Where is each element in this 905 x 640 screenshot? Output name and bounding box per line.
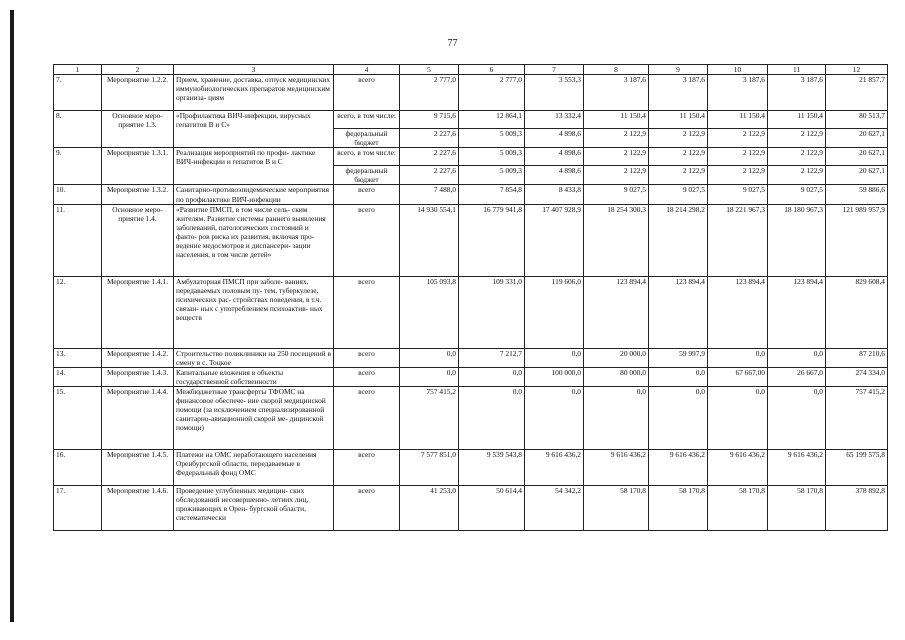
table-row: [54, 75, 888, 111]
amount-cell: 8 433,8: [525, 185, 584, 204]
row-number: 7.: [54, 75, 102, 111]
funding-source: всего: [334, 367, 400, 386]
amount-cell: 9 027,5: [584, 185, 649, 204]
column-number: 1: [54, 65, 102, 75]
activity-name: Мероприятие 1.2.2.: [102, 75, 174, 111]
activity-description: Прием, хранение, доставка, отпуск медицинских иммунобиологических препаратов медицинским организа- циям: [174, 75, 334, 111]
amount-cell: 9 616 436,2: [768, 450, 826, 486]
budget-table: [53, 64, 888, 531]
row-number: 17.: [54, 486, 102, 531]
amount-cell: 12 864,1: [459, 111, 525, 129]
amount-cell: 9 616 436,2: [708, 450, 768, 486]
amount-cell: 13 332,4: [525, 111, 584, 129]
table-row: [54, 148, 888, 166]
amount-cell: 0,0: [768, 387, 826, 450]
activity-name: Мероприятие 1.3.2.: [102, 185, 174, 204]
amount-cell: 0,0: [459, 387, 525, 450]
amount-cell: 829 608,4: [826, 276, 888, 348]
amount-cell: 0,0: [584, 387, 649, 450]
funding-source: всего: [334, 486, 400, 531]
amount-cell: 59 886,6: [826, 185, 888, 204]
amount-cell: 0,0: [400, 367, 459, 386]
table-row: [54, 450, 888, 486]
amount-cell: 2 122,9: [649, 148, 708, 166]
table-row: [54, 185, 888, 204]
amount-cell: 105 093,8: [400, 276, 459, 348]
amount-cell: 5 009,3: [459, 166, 525, 185]
amount-cell: 123 894,4: [768, 276, 826, 348]
amount-cell: 0,0: [459, 367, 525, 386]
table-row: [54, 348, 888, 367]
amount-cell: 54 342,2: [525, 486, 584, 531]
amount-cell: 9 715,6: [400, 111, 459, 129]
funding-source: всего: [334, 75, 400, 111]
amount-cell: 378 892,8: [826, 486, 888, 531]
column-number: 9: [649, 65, 708, 75]
row-number: 14.: [54, 367, 102, 386]
amount-cell: 58 170,8: [768, 486, 826, 531]
amount-cell: 80 000,0: [584, 367, 649, 386]
amount-cell: 41 253,0: [400, 486, 459, 531]
amount-cell: 7 488,0: [400, 185, 459, 204]
amount-cell: 58 170,8: [649, 486, 708, 531]
amount-cell: 4 898,6: [525, 129, 584, 148]
funding-source: всего: [334, 204, 400, 276]
activity-description: Капитальные вложения в объекты государственной собственности: [174, 367, 334, 386]
amount-cell: 100 000,0: [525, 367, 584, 386]
funding-source: всего: [334, 185, 400, 204]
activity-name: Мероприятие 1.4.5.: [102, 450, 174, 486]
amount-cell: 58 170,8: [708, 486, 768, 531]
amount-cell: 0,0: [525, 387, 584, 450]
funding-source: всего: [334, 450, 400, 486]
amount-cell: 0,0: [649, 387, 708, 450]
amount-cell: 0,0: [708, 348, 768, 367]
activity-name: Основное меро- приятие 1.3.: [102, 111, 174, 148]
activity-description: «Профилактика ВИЧ-инфекции, вирусных гепатитов В и С»: [174, 111, 334, 148]
amount-cell: 2 122,9: [584, 166, 649, 185]
row-number: 9.: [54, 148, 102, 185]
column-number: 4: [334, 65, 400, 75]
amount-cell: 2 122,9: [768, 129, 826, 148]
funding-source: федеральный бюджет: [334, 166, 400, 185]
amount-cell: 2 122,9: [708, 166, 768, 185]
amount-cell: 14 930 554,1: [400, 204, 459, 276]
amount-cell: 0,0: [400, 348, 459, 367]
table-row: [54, 111, 888, 129]
amount-cell: 5 009,3: [459, 148, 525, 166]
amount-cell: 0,0: [525, 348, 584, 367]
row-number: 8.: [54, 111, 102, 148]
amount-cell: 58 170,8: [584, 486, 649, 531]
amount-cell: 2 122,9: [708, 148, 768, 166]
amount-cell: 16 779 941,8: [459, 204, 525, 276]
amount-cell: 9 616 436,2: [584, 450, 649, 486]
amount-cell: 9 616 436,2: [649, 450, 708, 486]
amount-cell: 123 894,4: [584, 276, 649, 348]
amount-cell: 3 553,3: [525, 75, 584, 111]
column-number: 2: [102, 65, 174, 75]
amount-cell: 4 898,6: [525, 148, 584, 166]
activity-description: Платежи на ОМС неработающего населения Оренбургской области, передаваемые в Федеральный фонд ОМС: [174, 450, 334, 486]
amount-cell: 2 122,9: [708, 129, 768, 148]
row-number: 12.: [54, 276, 102, 348]
amount-cell: 2 122,9: [584, 129, 649, 148]
table-row: [54, 276, 888, 348]
amount-cell: 9 539 543,8: [459, 450, 525, 486]
amount-cell: 2 227,6: [400, 129, 459, 148]
amount-cell: 11 150,4: [584, 111, 649, 129]
funding-source: всего: [334, 276, 400, 348]
amount-cell: 11 150,4: [649, 111, 708, 129]
amount-cell: 123 894,4: [708, 276, 768, 348]
amount-cell: 2 122,9: [768, 166, 826, 185]
column-number: 11: [768, 65, 826, 75]
amount-cell: 121 989 957,9: [826, 204, 888, 276]
amount-cell: 2 227,6: [400, 166, 459, 185]
table-header-row: [54, 65, 888, 75]
amount-cell: 123 894,4: [649, 276, 708, 348]
amount-cell: 18 214 298,2: [649, 204, 708, 276]
row-number: 15.: [54, 387, 102, 450]
row-number: 10.: [54, 185, 102, 204]
amount-cell: 2 227,6: [400, 148, 459, 166]
amount-cell: 757 415,2: [400, 387, 459, 450]
amount-cell: 59 997,9: [649, 348, 708, 367]
activity-name: Мероприятие 1.4.6.: [102, 486, 174, 531]
column-number: 7: [525, 65, 584, 75]
activity-name: Мероприятие 1.3.1.: [102, 148, 174, 185]
activity-description: Амбулаторная ПМСП при заболе- ваниях, передаваемых половым пу- тем, туберкулезе, психических рас- стройствах поведения, в т.ч. связан- ных с употреблением психоактив- ных веществ: [174, 276, 334, 348]
amount-cell: 20 627,1: [826, 129, 888, 148]
table-row: [54, 387, 888, 450]
amount-cell: 20 000,0: [584, 348, 649, 367]
amount-cell: 3 187,6: [708, 75, 768, 111]
amount-cell: 0,0: [649, 367, 708, 386]
column-number: 12: [826, 65, 888, 75]
activity-name: Основное меро- приятие 1.4.: [102, 204, 174, 276]
column-number: 5: [400, 65, 459, 75]
amount-cell: 67 667,00: [708, 367, 768, 386]
amount-cell: 7 212,7: [459, 348, 525, 367]
amount-cell: 3 187,6: [584, 75, 649, 111]
amount-cell: 109 331,0: [459, 276, 525, 348]
amount-cell: 5 009,3: [459, 129, 525, 148]
amount-cell: 2 122,9: [649, 129, 708, 148]
funding-source: всего: [334, 387, 400, 450]
page-number: 77: [447, 38, 458, 49]
activity-name: Мероприятие 1.4.1.: [102, 276, 174, 348]
amount-cell: 18 221 967,3: [708, 204, 768, 276]
amount-cell: 7 854,8: [459, 185, 525, 204]
funding-source: всего, в том числе:: [334, 148, 400, 166]
amount-cell: 9 616 436,2: [525, 450, 584, 486]
amount-cell: 0,0: [708, 387, 768, 450]
amount-cell: 2 122,9: [768, 148, 826, 166]
amount-cell: 4 898,6: [525, 166, 584, 185]
table-row: [54, 367, 888, 386]
amount-cell: 2 777,0: [459, 75, 525, 111]
table-row: [54, 486, 888, 531]
amount-cell: 7 577 851,0: [400, 450, 459, 486]
activity-name: Мероприятие 1.4.4.: [102, 387, 174, 450]
amount-cell: 26 667,0: [768, 367, 826, 386]
row-number: 13.: [54, 348, 102, 367]
amount-cell: 20 627,1: [826, 148, 888, 166]
activity-description: Реализация мероприятий по профи- лактике ВИЧ-инфекции и гепатитов В и С: [174, 148, 334, 185]
row-number: 11.: [54, 204, 102, 276]
amount-cell: 3 187,6: [649, 75, 708, 111]
binding-edge: [10, 10, 14, 622]
amount-cell: 18 180 967,3: [768, 204, 826, 276]
amount-cell: 87 210,6: [826, 348, 888, 367]
amount-cell: 2 122,9: [584, 148, 649, 166]
funding-source: всего, в том числе:: [334, 111, 400, 129]
amount-cell: 9 027,5: [708, 185, 768, 204]
activity-description: «Развитие ПМСП, в том числе сель- ским жителям. Развитие системы раннего выявления заболеваний, патологических состояний и факто- ров риска их развития, включая про- ведение медосмотров и диспансери- зации населения, в том числе детей»: [174, 204, 334, 276]
amount-cell: 2 777,0: [400, 75, 459, 111]
table-row: [54, 204, 888, 276]
column-number: 3: [174, 65, 334, 75]
amount-cell: 65 199 575,8: [826, 450, 888, 486]
amount-cell: 119 606,0: [525, 276, 584, 348]
funding-source: федеральный бюджет: [334, 129, 400, 148]
column-number: 8: [584, 65, 649, 75]
amount-cell: 2 122,9: [649, 166, 708, 185]
activity-name: Мероприятие 1.4.2.: [102, 348, 174, 367]
activity-description: Строительство поликлиники на 250 посещений в смену в с. Тоцкое: [174, 348, 334, 367]
column-number: 6: [459, 65, 525, 75]
amount-cell: 21 857,7: [826, 75, 888, 111]
amount-cell: 757 415,2: [826, 387, 888, 450]
amount-cell: 80 513,7: [826, 111, 888, 129]
funding-source: всего: [334, 348, 400, 367]
amount-cell: 50 614,4: [459, 486, 525, 531]
amount-cell: 274 334,0: [826, 367, 888, 386]
amount-cell: 11 150,4: [708, 111, 768, 129]
amount-cell: 0,0: [768, 348, 826, 367]
amount-cell: 9 027,5: [768, 185, 826, 204]
amount-cell: 3 187,6: [768, 75, 826, 111]
row-number: 16.: [54, 450, 102, 486]
activity-description: Проведение углубленных медицин- ских обследований несовершенно- летних лиц, проживающих в Орен- бургской области, систематически: [174, 486, 334, 531]
amount-cell: 17 407 928,9: [525, 204, 584, 276]
amount-cell: 11 150,4: [768, 111, 826, 129]
activity-description: Межбюджетные трансферты ТФОМС на финансовое обеспече- ние скорой медицинской помощи (за исключением специализированной санитарно-авиационной скорой ме- дицинской помощи): [174, 387, 334, 450]
amount-cell: 18 254 300,3: [584, 204, 649, 276]
column-number: 10: [708, 65, 768, 75]
amount-cell: 9 027,5: [649, 185, 708, 204]
activity-description: Санитарно-противоэпидемические мероприятия по профилактике ВИЧ-инфекции: [174, 185, 334, 204]
amount-cell: 20 627,1: [826, 166, 888, 185]
activity-name: Мероприятие 1.4.3.: [102, 367, 174, 386]
